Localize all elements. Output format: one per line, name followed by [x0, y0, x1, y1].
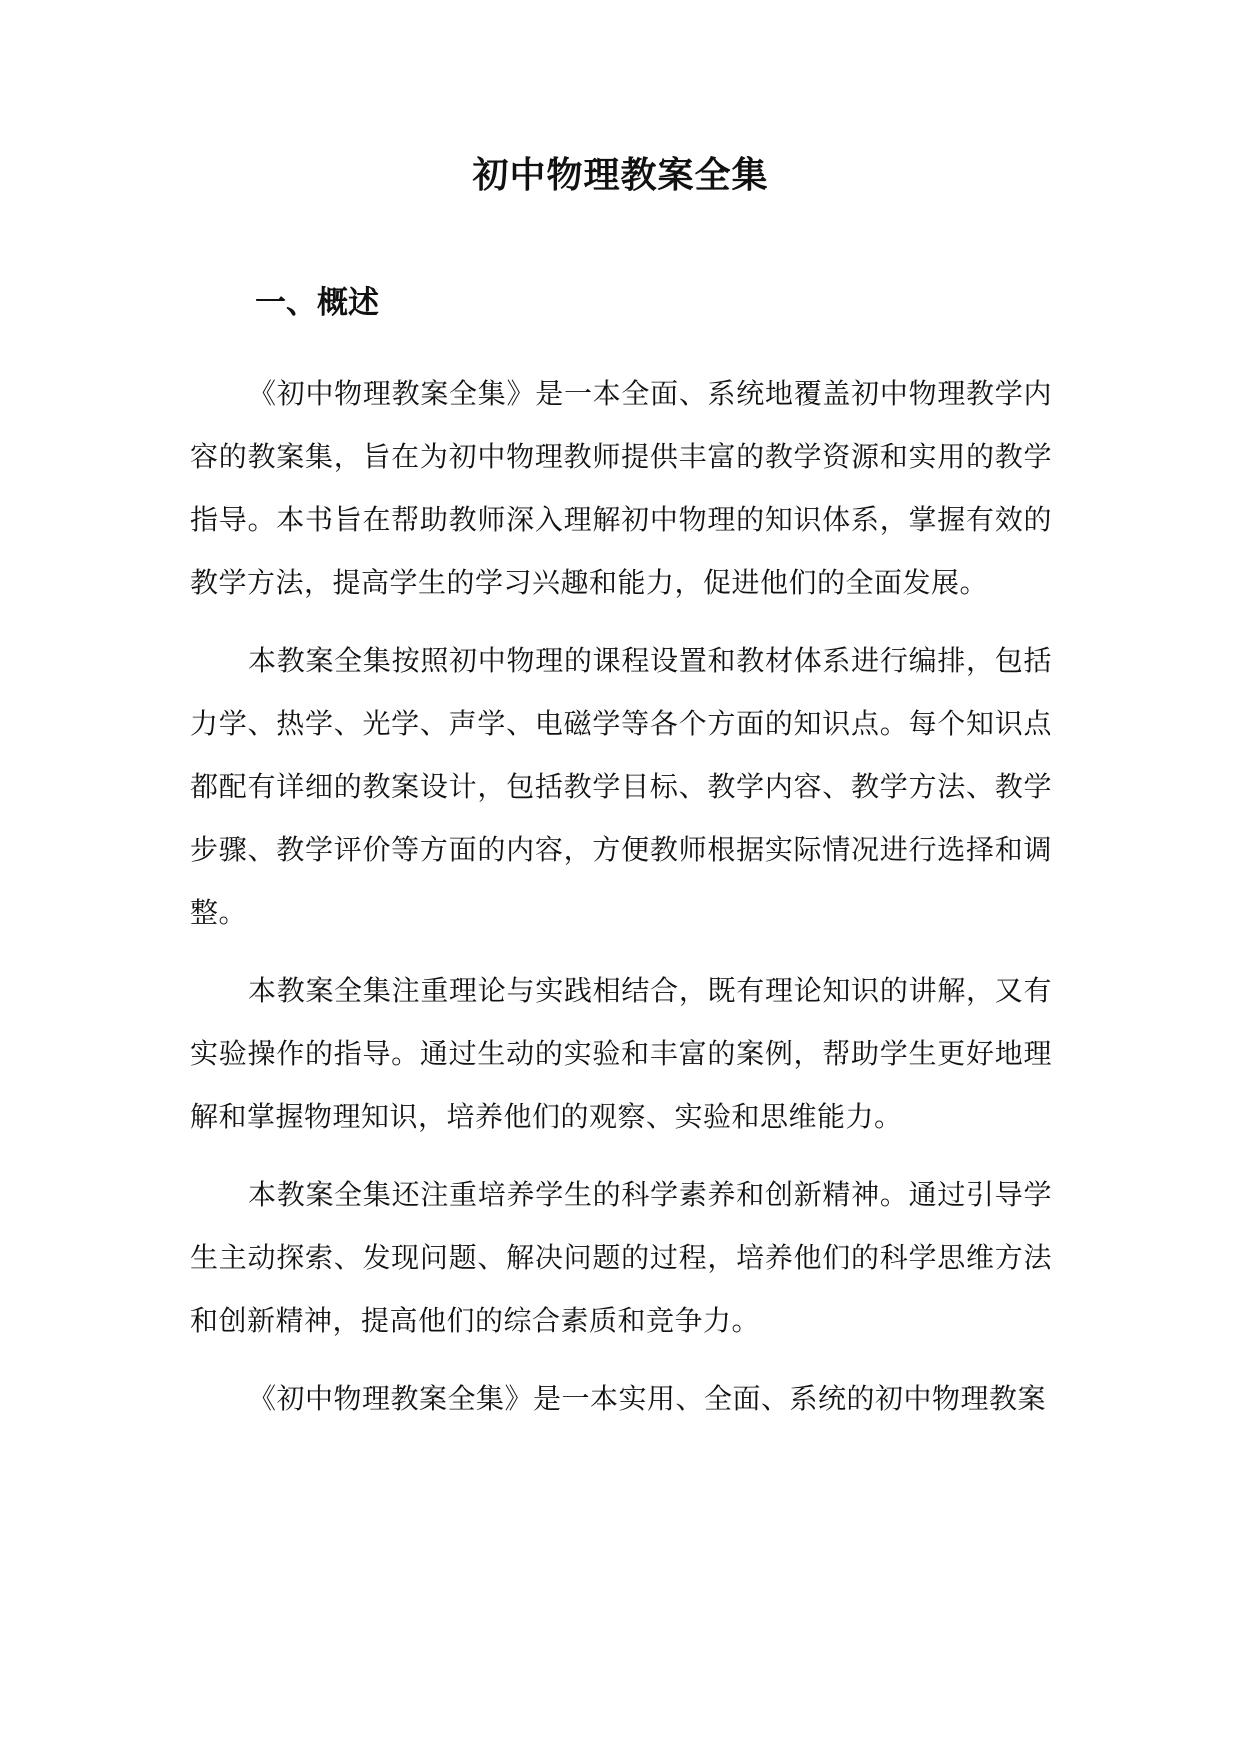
section-heading: 一、概述 [255, 285, 379, 321]
document-title: 初中物理教案全集 [472, 155, 769, 196]
paragraph-5: 《初中物理教案全集》是一本实用、全面、系统的初中物理教案 [248, 1382, 1047, 1415]
paragraph-4: 本教案全集还注重培养学生的科学素养和创新精神。通过引导学生主动探索、发现问题、解决问题的过程，培养他们的科学思维方法和创新精神，提高他们的综合素质和竞争力。 [190, 1178, 1052, 1337]
paragraph-2: 本教案全集按照初中物理的课程设置和教材体系进行编排，包括力学、热学、光学、声学、电磁学等各个方面的知识点。每个知识点都配有详细的教案设计，包括教学目标、教学内容、教学方法、教学步骤、教学评价等方面的内容，方便教师根据实际情况进行选择和调整。 [190, 644, 1052, 929]
body-text [190, 362, 1052, 1445]
paragraph-1: 《初中物理教案全集》是一本全面、系统地覆盖初中物理教学内容的教案集，旨在为初中物理教师提供丰富的教学资源和实用的教学指导。本书旨在帮助教师深入理解初中物理的知识体系，掌握有效的教学方法，提高学生的学习兴趣和能力，促进他们的全面发展。 [190, 377, 1052, 599]
paragraph-3: 本教案全集注重理论与实践相结合，既有理论知识的讲解，又有实验操作的指导。通过生动的实验和丰富的案例，帮助学生更好地理解和掌握物理知识，培养他们的观察、实验和思维能力。 [190, 974, 1052, 1133]
